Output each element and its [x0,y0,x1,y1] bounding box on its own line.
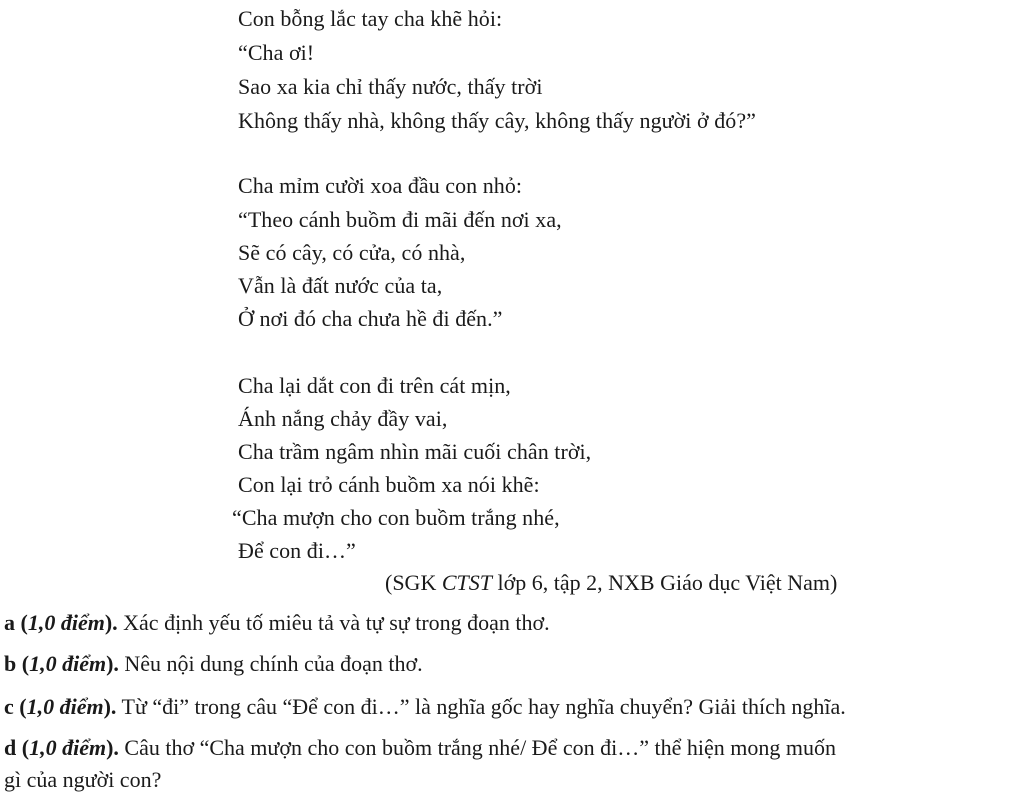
poem-line: Sao xa kia chỉ thấy nước, thấy trời [238,74,543,99]
poem-line: Cha trầm ngâm nhìn mãi cuối chân trời, [238,439,592,464]
poem-line: “Theo cánh buồm đi mãi đến nơi xa, [238,207,562,232]
poem-line: Ánh nắng chảy đầy vai, [238,406,448,431]
poem-line: Cha mỉm cười xoa đầu con nhỏ: [238,173,523,198]
question-d: d (1,0 điểm). Câu thơ “Cha mượn cho con buồm trắng nhé/ Để con đi…” thể hiện mong muốn [4,735,836,760]
poem-line: Không thấy nhà, không thấy cây, không thấy người ở đó?” [238,108,756,133]
poem-line: Ở nơi đó cha chưa hề đi đến.” [238,306,503,331]
question-c: c (1,0 điểm). Từ “đi” trong câu “Để con đi…” là nghĩa gốc hay nghĩa chuyển? Giải thích nghĩa. [4,694,846,719]
poem-line: “Cha ơi! [238,40,315,65]
poem-line: Con bỗng lắc tay cha khẽ hỏi: [238,6,503,31]
question-d-continuation: gì của người con? [4,767,162,792]
question-b: b (1,0 điểm). Nêu nội dung chính của đoạn thơ. [4,651,423,676]
poem-line: Sẽ có cây, có cửa, có nhà, [238,240,466,265]
poem-line: Vẫn là đất nước của ta, [238,273,443,298]
poem-line: “Cha mượn cho con buồm trắng nhé, [232,505,560,530]
poem-line: Cha lại dắt con đi trên cát mịn, [238,373,511,398]
source-citation: (SGK CTST lớp 6, tập 2, NXB Giáo dục Việt Nam) [385,570,838,595]
question-a: a (1,0 điểm). Xác định yếu tố miêu tả và tự sự trong đoạn thơ. [4,610,550,635]
poem-line: Con lại trỏ cánh buồm xa nói khẽ: [238,472,540,497]
poem-line: Để con đi…” [238,538,356,563]
